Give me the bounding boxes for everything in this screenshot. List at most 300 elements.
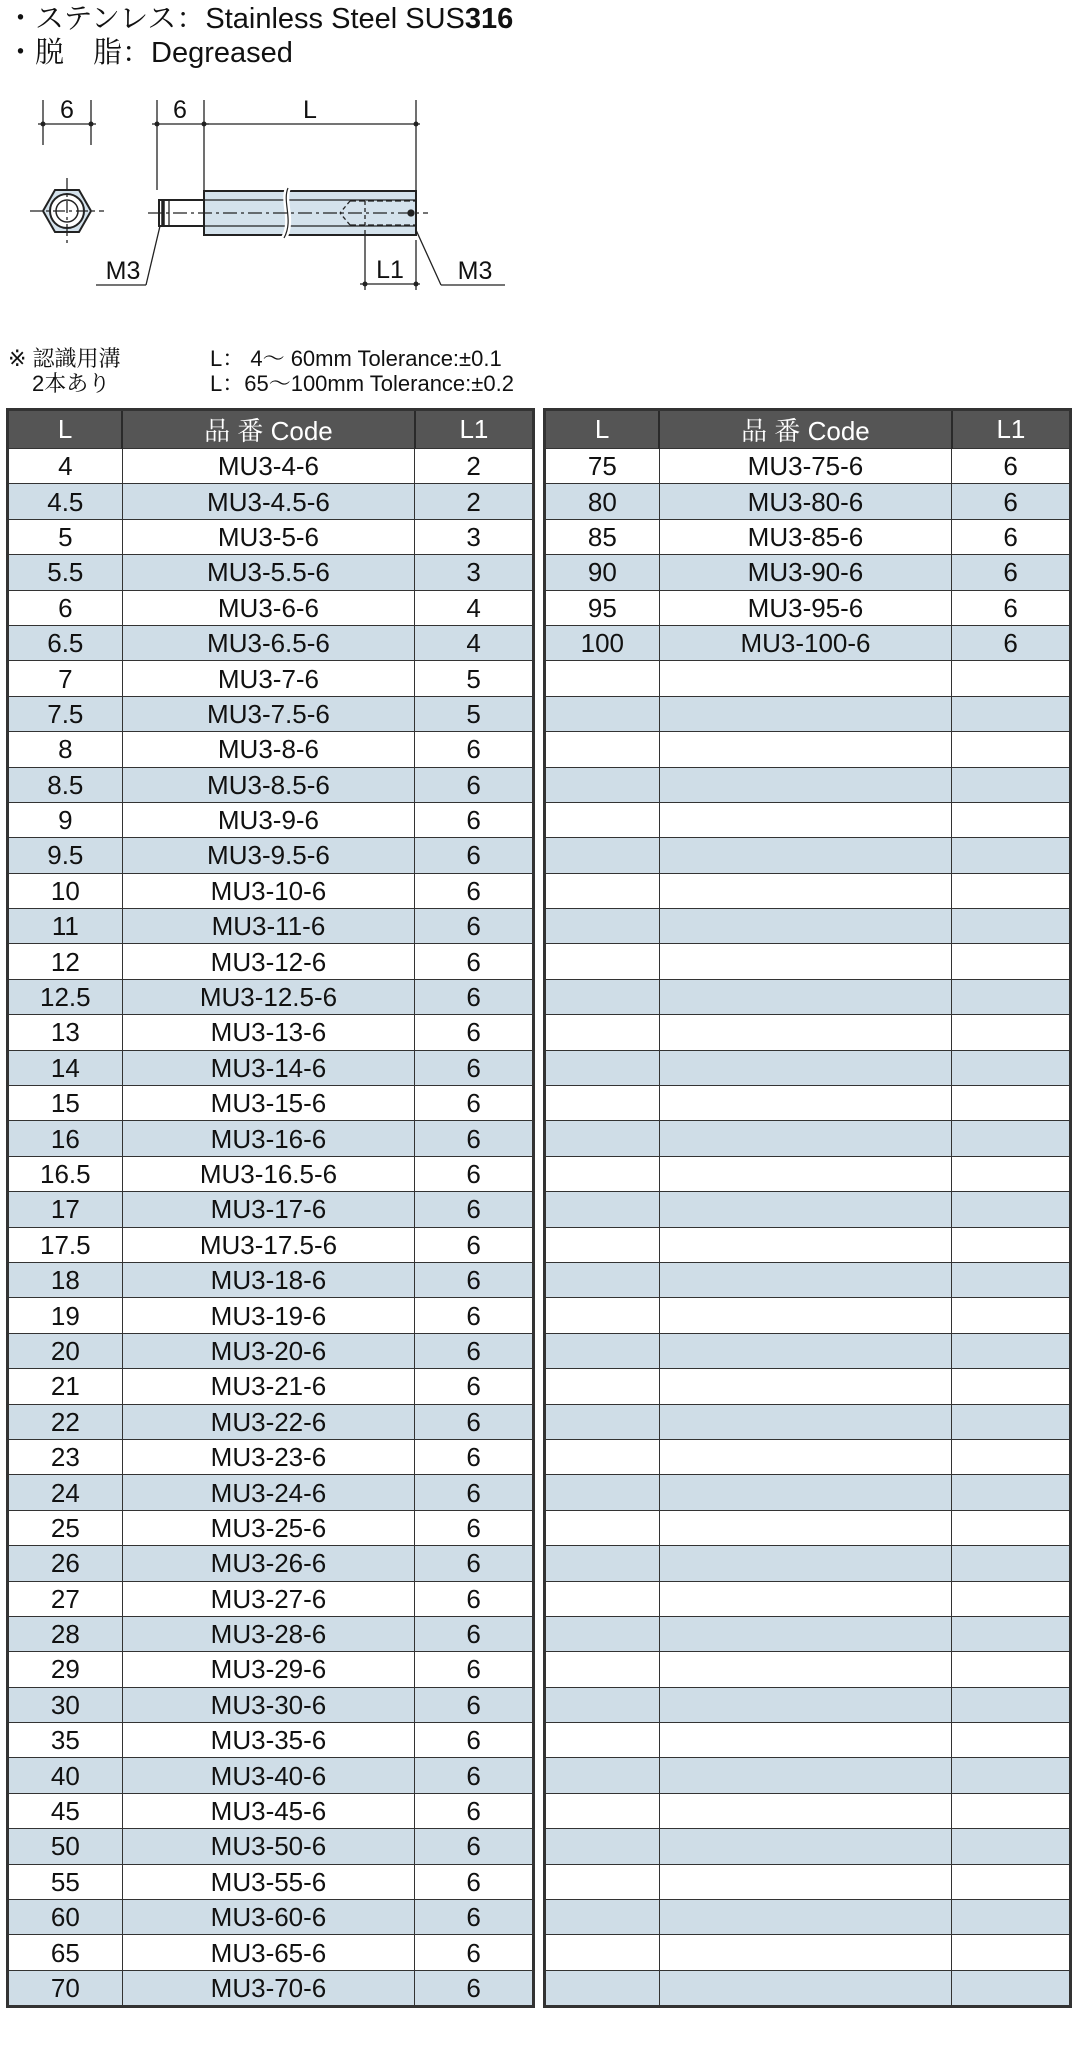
cell-l — [545, 696, 660, 731]
cell-code — [659, 909, 952, 944]
cell-code: MU3-5.5-6 — [122, 555, 415, 590]
cell-code: MU3-17-6 — [122, 1192, 415, 1227]
table-row — [8, 555, 534, 590]
cell-code — [659, 767, 952, 802]
cell-code: MU3-80-6 — [659, 484, 952, 519]
dim-length-label: L — [303, 96, 317, 124]
cell-code — [659, 1121, 952, 1156]
cell-code — [659, 732, 952, 767]
cell-code: MU3-22-6 — [122, 1404, 415, 1439]
cell-l: 11 — [8, 909, 123, 944]
cell-code: MU3-18-6 — [122, 1262, 415, 1297]
cell-code: MU3-7.5-6 — [122, 696, 415, 731]
cell-l: 6 — [8, 590, 123, 625]
header-row — [8, 410, 534, 449]
cell-code: MU3-26-6 — [122, 1546, 415, 1581]
cell-code: MU3-21-6 — [122, 1369, 415, 1404]
cell-l1 — [952, 1050, 1071, 1085]
empty-row — [545, 696, 1071, 731]
cell-code — [659, 1864, 952, 1899]
table-row — [8, 1510, 534, 1545]
cell-l — [545, 1369, 660, 1404]
spacer-drawing — [0, 80, 560, 300]
empty-row — [545, 1829, 1071, 1864]
table-row — [8, 838, 534, 873]
cell-code: MU3-45-6 — [122, 1793, 415, 1828]
cell-code — [659, 1616, 952, 1651]
cell-l1: 6 — [415, 838, 534, 873]
cell-l1 — [952, 1015, 1071, 1050]
cell-l1 — [952, 1687, 1071, 1722]
cell-l1 — [952, 1262, 1071, 1297]
cell-l1: 6 — [415, 1050, 534, 1085]
table-row — [8, 484, 534, 519]
empty-row — [545, 1652, 1071, 1687]
cell-code — [659, 1086, 952, 1121]
empty-row — [545, 1900, 1071, 1935]
table-row — [8, 909, 534, 944]
header-l: L — [8, 410, 123, 449]
table-row — [545, 625, 1071, 660]
cell-code — [659, 1475, 952, 1510]
cell-code: MU3-90-6 — [659, 555, 952, 590]
dim-thread-label: 6 — [173, 96, 187, 124]
table-row — [8, 767, 534, 802]
thread-left-label: M3 — [105, 257, 141, 285]
cell-l1 — [952, 1475, 1071, 1510]
cell-code: MU3-100-6 — [659, 625, 952, 660]
cell-l1 — [952, 1086, 1071, 1121]
cell-code: MU3-9.5-6 — [122, 838, 415, 873]
table-row — [8, 1793, 534, 1828]
cell-l: 18 — [8, 1262, 123, 1297]
cell-l1: 6 — [415, 1793, 534, 1828]
cell-code — [659, 1758, 952, 1793]
table-row — [8, 1475, 534, 1510]
cell-l — [545, 1439, 660, 1474]
cell-l1: 6 — [952, 555, 1071, 590]
cell-l — [545, 909, 660, 944]
empty-row — [545, 873, 1071, 908]
cell-l1: 6 — [415, 1086, 534, 1121]
table-row — [8, 1970, 534, 2006]
cell-l1: 6 — [415, 767, 534, 802]
table-row — [8, 1050, 534, 1085]
cell-code — [659, 1404, 952, 1439]
material-grade: 316 — [464, 3, 514, 35]
finish-value: Degreased — [151, 37, 293, 69]
empty-row — [545, 1581, 1071, 1616]
empty-row — [545, 1015, 1071, 1050]
cell-l1: 6 — [415, 802, 534, 837]
table-row — [8, 1298, 534, 1333]
cell-l: 7 — [8, 661, 123, 696]
cell-l: 100 — [545, 625, 660, 660]
cell-code: MU3-7-6 — [122, 661, 415, 696]
cell-l1: 6 — [415, 944, 534, 979]
cell-l1 — [952, 1369, 1071, 1404]
cell-l: 12.5 — [8, 979, 123, 1014]
cell-l: 50 — [8, 1829, 123, 1864]
cell-code — [659, 1227, 952, 1262]
cell-l — [545, 1652, 660, 1687]
cell-l: 95 — [545, 590, 660, 625]
table-row — [8, 944, 534, 979]
cell-l1: 6 — [415, 1616, 534, 1651]
cell-l1: 6 — [415, 909, 534, 944]
table-row — [8, 590, 534, 625]
cell-l1 — [952, 1227, 1071, 1262]
table-row — [8, 449, 534, 484]
groove-note-line2: 2本あり — [32, 371, 111, 396]
cell-code — [659, 1298, 952, 1333]
cell-code — [659, 1652, 952, 1687]
cell-l: 35 — [8, 1723, 123, 1758]
cell-l1 — [952, 1864, 1071, 1899]
finish-spec — [6, 36, 293, 70]
table-row — [8, 1581, 534, 1616]
tolerance-line1: L： 4～ 60mm Tolerance:±0.1 — [210, 346, 502, 371]
cell-code — [659, 802, 952, 837]
cell-code: MU3-35-6 — [122, 1723, 415, 1758]
cell-l1: 6 — [415, 1935, 534, 1970]
empty-row — [545, 1156, 1071, 1191]
cell-l1: 6 — [415, 1298, 534, 1333]
table-row — [8, 1864, 534, 1899]
cell-l1 — [952, 1510, 1071, 1545]
cell-code — [659, 1546, 952, 1581]
header-code: 品 番 Code — [659, 410, 952, 449]
cell-code: MU3-16-6 — [122, 1121, 415, 1156]
table-row — [8, 696, 534, 731]
cell-l — [545, 1864, 660, 1899]
cell-l — [545, 1581, 660, 1616]
cell-l: 24 — [8, 1475, 123, 1510]
cell-l1: 6 — [415, 1687, 534, 1722]
cell-l: 26 — [8, 1546, 123, 1581]
cell-l1 — [952, 1829, 1071, 1864]
cell-code: MU3-6-6 — [122, 590, 415, 625]
cell-code — [659, 1970, 952, 2006]
material-value: Stainless Steel SUS — [205, 3, 465, 35]
cell-l1: 6 — [415, 1581, 534, 1616]
cell-code: MU3-10-6 — [122, 873, 415, 908]
empty-row — [545, 979, 1071, 1014]
empty-row — [545, 1723, 1071, 1758]
cell-l: 55 — [8, 1864, 123, 1899]
cell-l1: 3 — [415, 519, 534, 554]
cell-l1: 2 — [415, 484, 534, 519]
cell-l1: 6 — [415, 1333, 534, 1368]
cell-l1 — [952, 1156, 1071, 1191]
table-row — [8, 1121, 534, 1156]
cell-l1: 6 — [415, 1192, 534, 1227]
cell-code — [659, 1793, 952, 1828]
cell-l1: 6 — [415, 1864, 534, 1899]
dim-hex-label: 6 — [60, 96, 74, 124]
cell-code: MU3-75-6 — [659, 449, 952, 484]
cell-code — [659, 1439, 952, 1474]
table-row — [8, 1829, 534, 1864]
tolerance-line2: L：65～100mm Tolerance:±0.2 — [210, 371, 514, 396]
empty-row — [545, 1510, 1071, 1545]
cell-l1: 4 — [415, 590, 534, 625]
cell-l — [545, 1050, 660, 1085]
cell-l1 — [952, 1121, 1071, 1156]
cell-l: 30 — [8, 1687, 123, 1722]
table-row — [8, 1333, 534, 1368]
cell-l: 70 — [8, 1970, 123, 2006]
empty-row — [545, 1369, 1071, 1404]
table-row — [8, 1086, 534, 1121]
cell-code: MU3-50-6 — [122, 1829, 415, 1864]
cell-l1 — [952, 1723, 1071, 1758]
cell-l: 15 — [8, 1086, 123, 1121]
cell-l: 9 — [8, 802, 123, 837]
cell-l: 14 — [8, 1050, 123, 1085]
cell-code — [659, 944, 952, 979]
cell-l: 9.5 — [8, 838, 123, 873]
cell-l: 45 — [8, 1793, 123, 1828]
thread-right-label: M3 — [457, 257, 493, 285]
cell-l: 40 — [8, 1758, 123, 1793]
cell-code: MU3-17.5-6 — [122, 1227, 415, 1262]
table-row — [545, 519, 1071, 554]
table-row — [8, 1262, 534, 1297]
empty-row — [545, 802, 1071, 837]
cell-l1 — [952, 767, 1071, 802]
empty-row — [545, 1439, 1071, 1474]
table-row — [8, 1015, 534, 1050]
table-row — [8, 1935, 534, 1970]
cell-l1: 6 — [415, 1404, 534, 1439]
cell-l — [545, 1793, 660, 1828]
cell-l1: 4 — [415, 625, 534, 660]
header-code: 品 番 Code — [122, 410, 415, 449]
cell-l: 8.5 — [8, 767, 123, 802]
empty-row — [545, 838, 1071, 873]
cell-code: MU3-12.5-6 — [122, 979, 415, 1014]
empty-row — [545, 1121, 1071, 1156]
cell-l1: 6 — [415, 1121, 534, 1156]
cell-code: MU3-55-6 — [122, 1864, 415, 1899]
cell-l1: 6 — [415, 1227, 534, 1262]
cell-l — [545, 1475, 660, 1510]
cell-l1: 6 — [415, 873, 534, 908]
material-label: ・ステンレス： — [6, 3, 206, 35]
cell-l — [545, 1262, 660, 1297]
cell-l1: 2 — [415, 449, 534, 484]
cell-l1 — [952, 1616, 1071, 1651]
cell-l: 13 — [8, 1015, 123, 1050]
cell-code: MU3-85-6 — [659, 519, 952, 554]
cell-l: 5.5 — [8, 555, 123, 590]
table-row — [8, 802, 534, 837]
cell-l1: 6 — [415, 1829, 534, 1864]
empty-row — [545, 1050, 1071, 1085]
cell-l: 16.5 — [8, 1156, 123, 1191]
cell-l1 — [952, 661, 1071, 696]
table-row — [8, 519, 534, 554]
material-spec — [6, 2, 513, 36]
cell-code: MU3-40-6 — [122, 1758, 415, 1793]
cell-l — [545, 1829, 660, 1864]
cell-l: 23 — [8, 1439, 123, 1474]
cell-l1 — [952, 1758, 1071, 1793]
cell-l — [545, 1015, 660, 1050]
empty-row — [545, 1616, 1071, 1651]
empty-row — [545, 1192, 1071, 1227]
table-row — [8, 1369, 534, 1404]
cell-l — [545, 767, 660, 802]
cell-l1: 6 — [952, 590, 1071, 625]
empty-row — [545, 1793, 1071, 1828]
cell-code: MU3-16.5-6 — [122, 1156, 415, 1191]
table-row — [8, 1439, 534, 1474]
empty-row — [545, 1970, 1071, 2006]
cell-l: 25 — [8, 1510, 123, 1545]
cell-code: MU3-25-6 — [122, 1510, 415, 1545]
cell-l — [545, 732, 660, 767]
cell-l — [545, 1156, 660, 1191]
cell-code — [659, 1369, 952, 1404]
table-row — [8, 1192, 534, 1227]
cell-l — [545, 873, 660, 908]
cell-l — [545, 1333, 660, 1368]
cell-code: MU3-65-6 — [122, 1935, 415, 1970]
cell-l — [545, 1723, 660, 1758]
empty-row — [545, 1475, 1071, 1510]
cell-l1 — [952, 1652, 1071, 1687]
header-l1: L1 — [415, 410, 534, 449]
cell-l — [545, 1935, 660, 1970]
cell-code — [659, 1192, 952, 1227]
cell-l1 — [952, 838, 1071, 873]
cell-code — [659, 873, 952, 908]
empty-row — [545, 1935, 1071, 1970]
cell-code — [659, 1935, 952, 1970]
cell-l1: 6 — [415, 1156, 534, 1191]
cell-l: 4 — [8, 449, 123, 484]
cell-l1: 6 — [415, 979, 534, 1014]
table-row — [8, 1616, 534, 1651]
cell-l: 80 — [545, 484, 660, 519]
cell-l1: 6 — [415, 1369, 534, 1404]
cell-l — [545, 979, 660, 1014]
cell-l1: 6 — [415, 1970, 534, 2006]
cell-code — [659, 1262, 952, 1297]
table-row — [545, 484, 1071, 519]
cell-l1: 6 — [415, 1015, 534, 1050]
empty-row — [545, 1687, 1071, 1722]
cell-l: 19 — [8, 1298, 123, 1333]
cell-l — [545, 1546, 660, 1581]
empty-row — [545, 732, 1071, 767]
cell-l: 12 — [8, 944, 123, 979]
finish-label: ・脱 脂： — [6, 37, 152, 69]
cell-code: MU3-13-6 — [122, 1015, 415, 1050]
cell-code — [659, 1510, 952, 1545]
cell-l: 65 — [8, 1935, 123, 1970]
table-row — [8, 625, 534, 660]
groove-note — [8, 346, 121, 396]
cell-l1 — [952, 979, 1071, 1014]
cell-code — [659, 1156, 952, 1191]
cell-l — [545, 661, 660, 696]
cell-code: MU3-11-6 — [122, 909, 415, 944]
cell-code — [659, 1581, 952, 1616]
table-row — [8, 732, 534, 767]
cell-l: 90 — [545, 555, 660, 590]
header-l1: L1 — [952, 410, 1071, 449]
cell-l — [545, 1086, 660, 1121]
cell-l1: 6 — [415, 1723, 534, 1758]
cell-l1 — [952, 1793, 1071, 1828]
empty-row — [545, 661, 1071, 696]
cell-l — [545, 1758, 660, 1793]
empty-row — [545, 1086, 1071, 1121]
cell-l1: 6 — [415, 732, 534, 767]
cell-l1 — [952, 732, 1071, 767]
cell-code — [659, 661, 952, 696]
cell-l: 6.5 — [8, 625, 123, 660]
empty-row — [545, 767, 1071, 802]
cell-l — [545, 802, 660, 837]
cell-l1: 6 — [952, 484, 1071, 519]
table-row — [545, 449, 1071, 484]
cell-code: MU3-30-6 — [122, 1687, 415, 1722]
cell-l1: 5 — [415, 696, 534, 731]
header-row — [545, 410, 1071, 449]
cell-code: MU3-70-6 — [122, 1970, 415, 2006]
cell-code — [659, 1333, 952, 1368]
cell-l1: 6 — [952, 625, 1071, 660]
cell-code: MU3-8.5-6 — [122, 767, 415, 802]
table-row — [8, 979, 534, 1014]
cell-code — [659, 838, 952, 873]
cell-l: 7.5 — [8, 696, 123, 731]
table-row — [8, 661, 534, 696]
cell-l: 21 — [8, 1369, 123, 1404]
tolerance-note — [210, 346, 514, 396]
cell-l1 — [952, 944, 1071, 979]
cell-code: MU3-9-6 — [122, 802, 415, 837]
table-row — [545, 555, 1071, 590]
cell-l1 — [952, 1192, 1071, 1227]
table-row — [8, 1687, 534, 1722]
cell-code: MU3-29-6 — [122, 1652, 415, 1687]
cell-l1 — [952, 1404, 1071, 1439]
table-row — [8, 1758, 534, 1793]
table-row — [8, 1900, 534, 1935]
cell-l1: 5 — [415, 661, 534, 696]
cell-l1: 3 — [415, 555, 534, 590]
cell-l: 85 — [545, 519, 660, 554]
cell-code: MU3-8-6 — [122, 732, 415, 767]
cell-l1 — [952, 1439, 1071, 1474]
empty-row — [545, 1333, 1071, 1368]
cell-l1 — [952, 1333, 1071, 1368]
cell-l — [545, 838, 660, 873]
cell-code: MU3-5-6 — [122, 519, 415, 554]
cell-l1 — [952, 1900, 1071, 1935]
cell-l1 — [952, 802, 1071, 837]
cell-l1: 6 — [415, 1510, 534, 1545]
cell-l — [545, 1900, 660, 1935]
cell-code: MU3-19-6 — [122, 1298, 415, 1333]
cell-code — [659, 1015, 952, 1050]
empty-row — [545, 1758, 1071, 1793]
